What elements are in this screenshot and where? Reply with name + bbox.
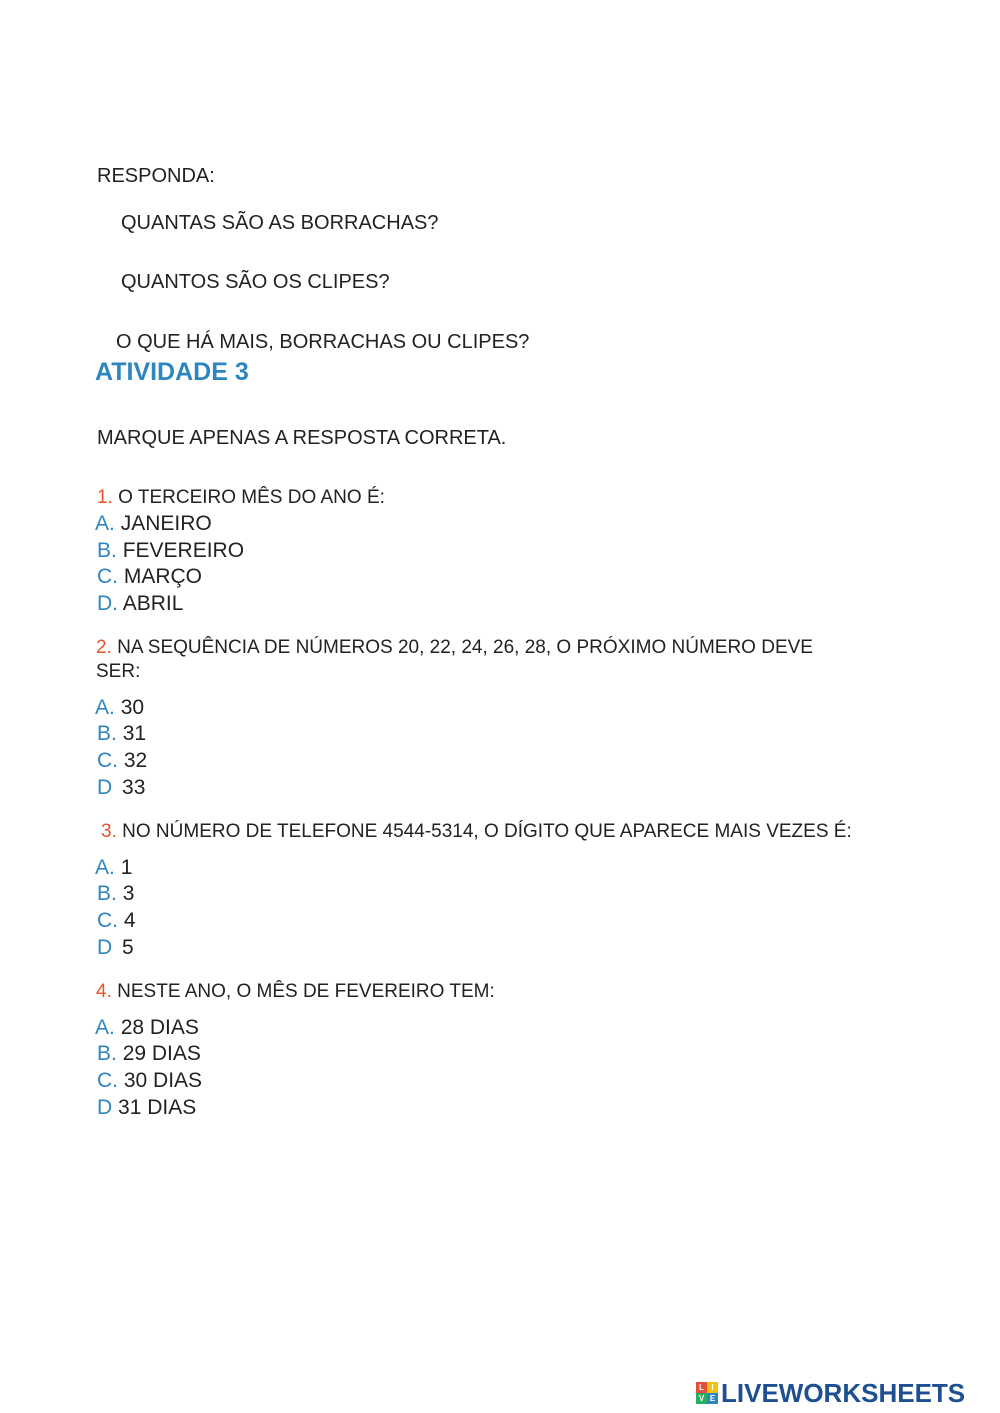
question-3: [101, 820, 852, 844]
option-letter: B.: [97, 1042, 117, 1065]
option-text: 28 DIAS: [120, 1016, 199, 1039]
q3-option-d[interactable]: [97, 935, 134, 961]
logo-text: LIVEWORKSHEETS: [721, 1377, 966, 1408]
question-1: [97, 486, 385, 510]
intro-question-compare: O QUE HÁ MAIS, BORRACHAS OU CLIPES?: [116, 331, 530, 353]
option-letter: A.: [95, 856, 115, 879]
option-letter: B.: [97, 882, 117, 905]
option-letter: D.: [97, 592, 118, 615]
option-letter: A.: [95, 696, 115, 719]
logo-tile: V: [696, 1393, 707, 1404]
respond-label: RESPONDA:: [97, 165, 215, 187]
q2-option-b[interactable]: [97, 721, 146, 747]
option-text: 32: [123, 749, 148, 772]
option-letter: C.: [97, 909, 118, 932]
question-2-line-2: SER:: [96, 661, 141, 682]
option-text: 33: [122, 776, 146, 799]
q4-option-b[interactable]: [97, 1041, 201, 1067]
option-letter: D: [97, 1096, 113, 1119]
question-4: [96, 980, 495, 1004]
question-text: O TERCEIRO MÊS DO ANO É:: [118, 487, 385, 508]
logo-tile: L: [696, 1382, 707, 1393]
question-text: NESTE ANO, O MÊS DE FEVEREIRO TEM:: [117, 981, 495, 1002]
q1-option-a[interactable]: [95, 511, 212, 537]
liveworksheets-logo[interactable]: [696, 1377, 965, 1409]
intro-question-erasers: QUANTAS SÃO AS BORRACHAS?: [121, 212, 439, 234]
option-text: 29 DIAS: [122, 1042, 201, 1065]
q2-option-c[interactable]: [97, 748, 147, 774]
logo-tile: I: [707, 1382, 718, 1393]
q3-option-c[interactable]: [97, 908, 136, 934]
option-text: 30 DIAS: [123, 1069, 203, 1092]
option-text: ABRIL: [122, 592, 184, 615]
option-letter: C.: [97, 1069, 118, 1092]
option-letter: C.: [97, 565, 118, 588]
option-text: 31: [122, 722, 147, 745]
option-letter: C.: [97, 749, 118, 772]
q3-option-a[interactable]: [95, 855, 132, 881]
option-text: 5: [122, 936, 134, 959]
q2-option-a[interactable]: [95, 695, 144, 721]
question-number: 2.: [96, 637, 112, 658]
q1-option-b[interactable]: [97, 538, 244, 564]
option-text: 30: [120, 696, 145, 719]
q2-option-d[interactable]: [97, 775, 145, 801]
activity-instruction: MARQUE APENAS A RESPOSTA CORRETA.: [97, 427, 507, 449]
q1-option-c[interactable]: [97, 564, 202, 590]
question-2: [96, 636, 813, 660]
question-text: NA SEQUÊNCIA DE NÚMEROS 20, 22, 24, 26, 28, O PRÓXIMO NÚMERO DEVE: [117, 637, 813, 658]
activity-title: ATIVIDADE 3: [95, 358, 249, 386]
question-text: NO NÚMERO DE TELEFONE 4544-5314, O DÍGITO QUE APARECE MAIS VEZES É:: [122, 821, 852, 842]
question-number: 1.: [97, 487, 113, 508]
q1-option-d[interactable]: [97, 591, 183, 617]
q4-option-c[interactable]: [97, 1068, 202, 1094]
option-text: JANEIRO: [120, 512, 212, 535]
question-number: 4.: [96, 981, 112, 1002]
option-text: MARÇO: [123, 565, 203, 588]
option-text: 4: [123, 909, 136, 932]
option-letter: B.: [97, 722, 117, 745]
option-text: 1: [120, 856, 133, 879]
liveworksheets-icon: [696, 1382, 718, 1404]
logo-tile: E: [707, 1393, 718, 1404]
option-letter: D: [97, 776, 113, 799]
question-number: 3.: [101, 821, 117, 842]
option-text: 3: [122, 882, 135, 905]
option-letter: B.: [97, 539, 117, 562]
option-letter: D: [97, 936, 113, 959]
option-letter: A.: [95, 512, 115, 535]
option-text: FEVEREIRO: [122, 539, 245, 562]
q3-option-b[interactable]: [97, 881, 134, 907]
option-text: 31 DIAS: [118, 1096, 197, 1119]
option-letter: A.: [95, 1016, 115, 1039]
intro-question-clips: QUANTOS SÃO OS CLIPES?: [121, 271, 390, 293]
q4-option-d[interactable]: [97, 1095, 196, 1121]
q4-option-a[interactable]: [95, 1015, 199, 1041]
